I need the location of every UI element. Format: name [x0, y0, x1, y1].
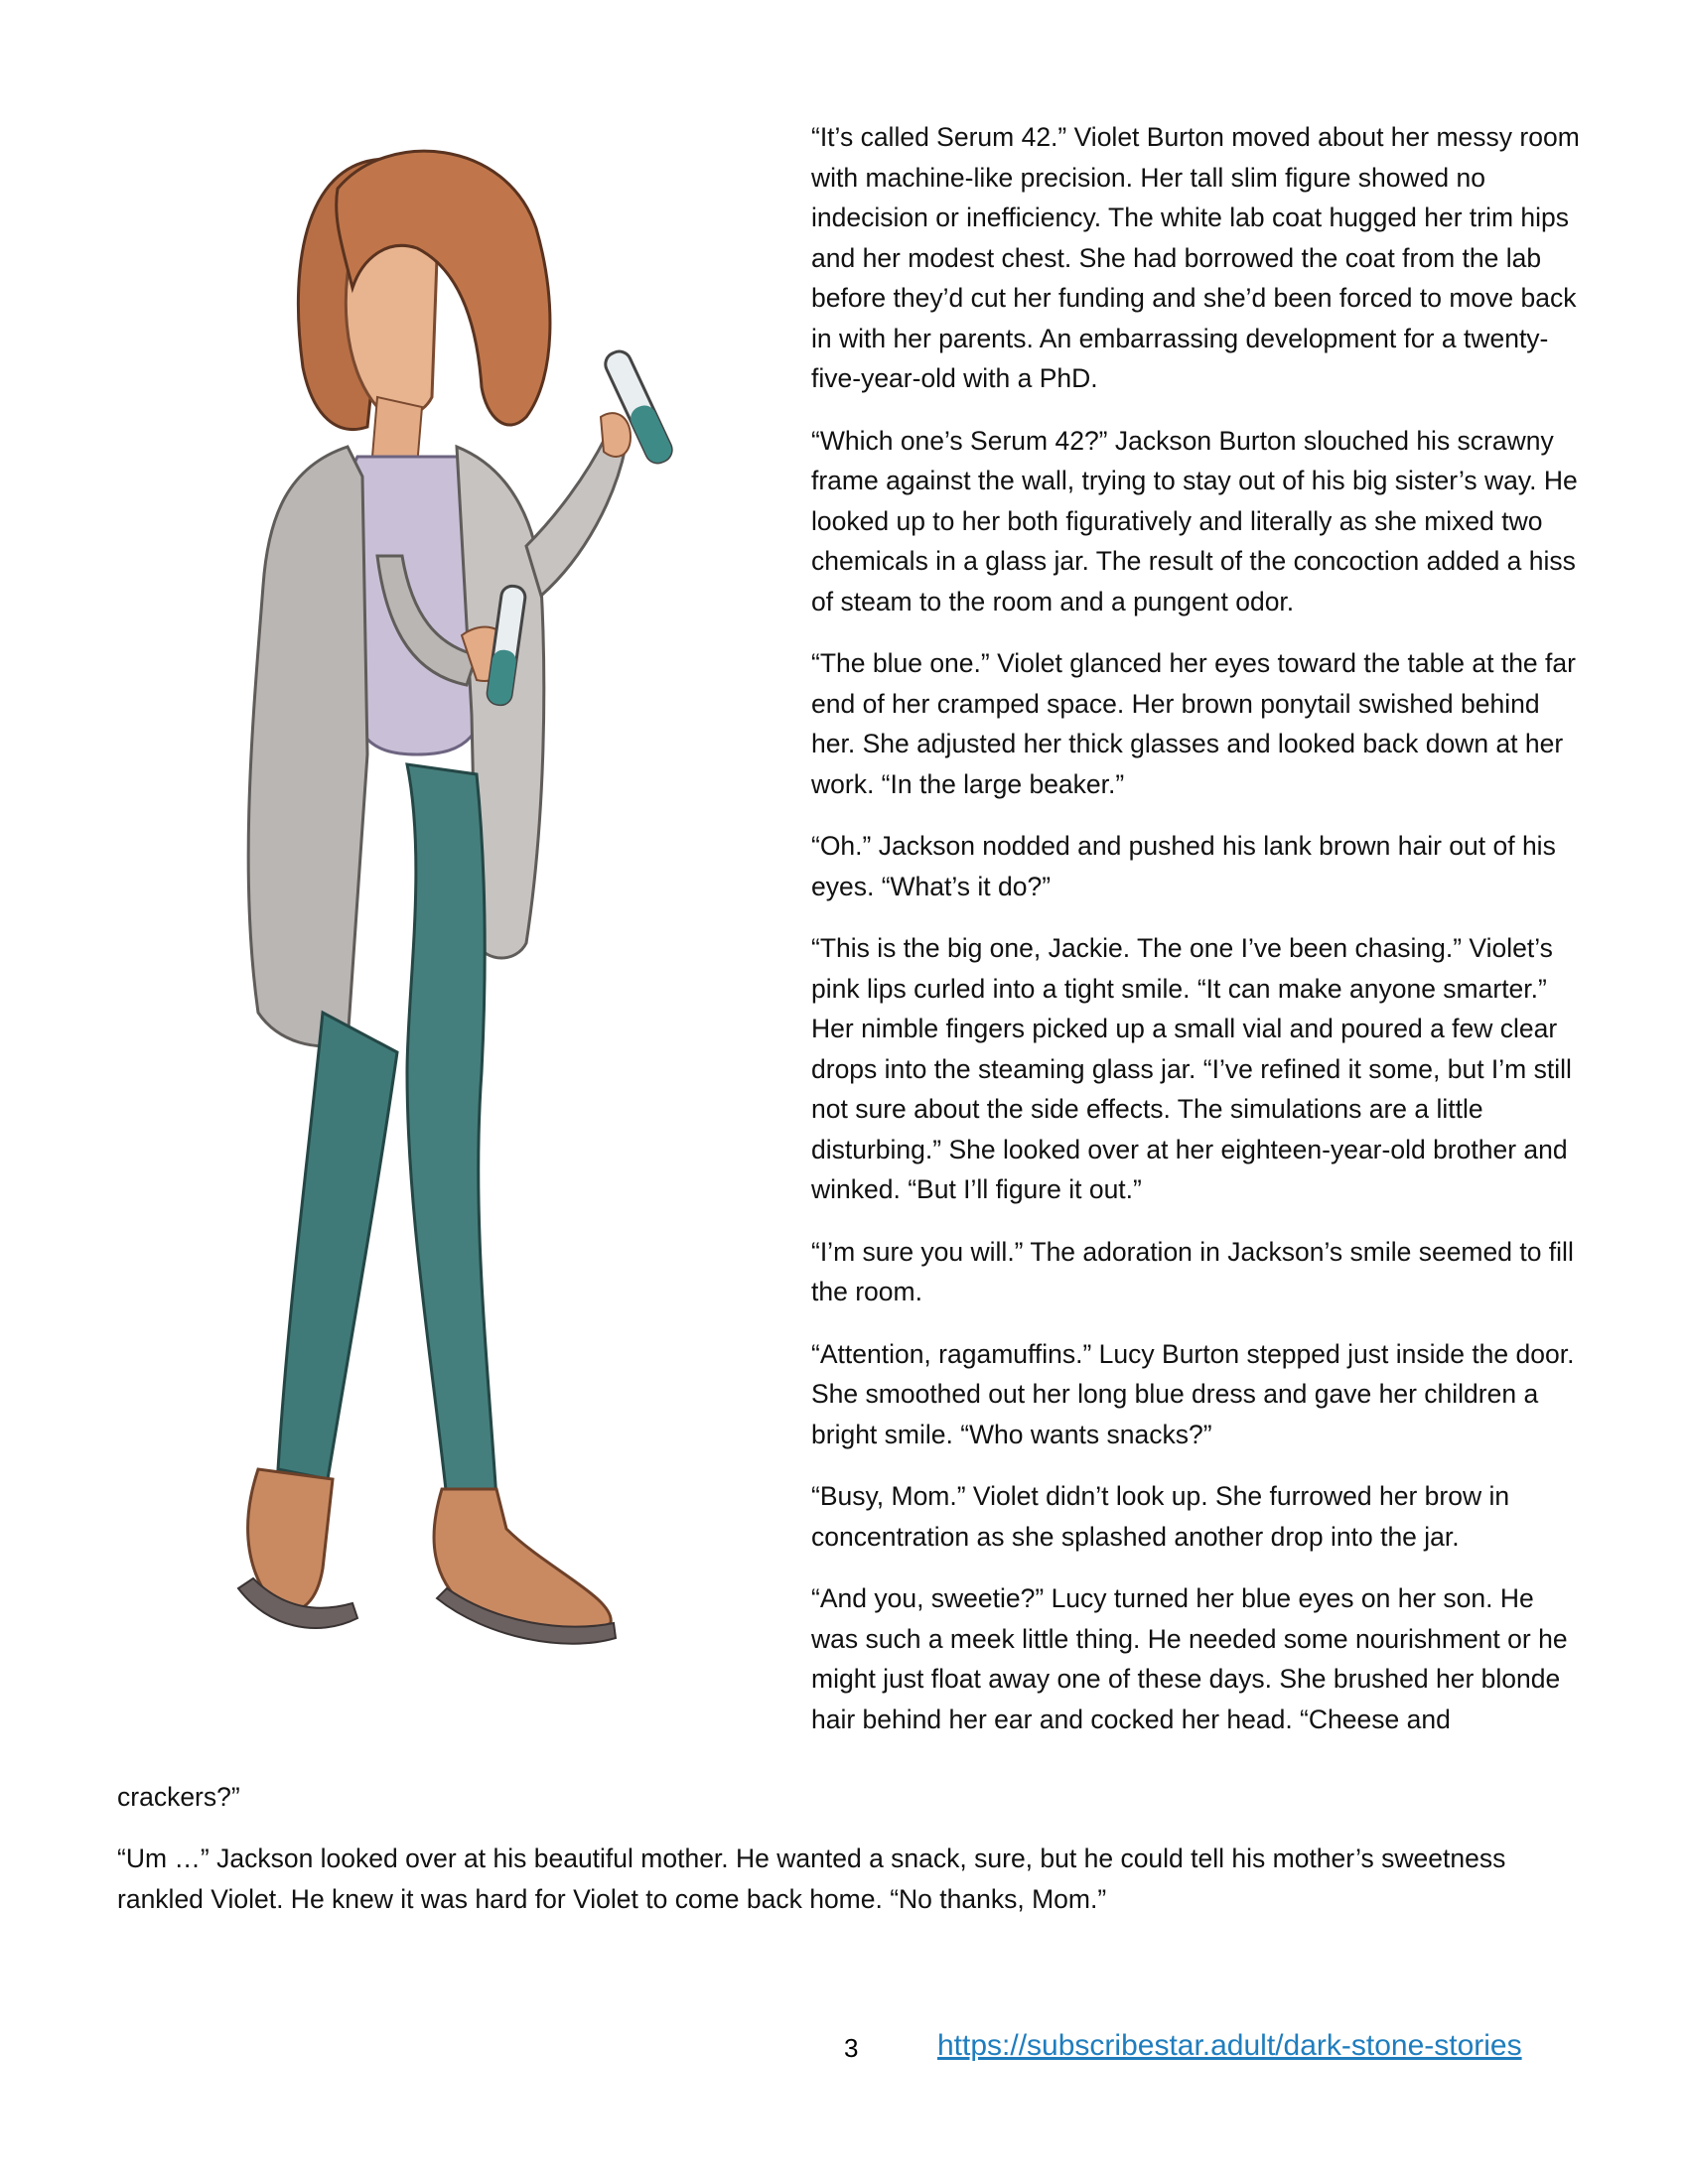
- story-paragraph: “Um …” Jackson looked over at his beautiful mother. He wanted a snack, sure, but he could tell his mother’s sweetness rankled Violet. He knew it was hard for Violet to come back home. “No thanks, Mom.”: [117, 1843, 1506, 1914]
- subscribestar-link[interactable]: https://subscribestar.adult/dark-stone-stories: [937, 2029, 1522, 2062]
- story-paragraph: “And you, sweetie?” Lucy turned her blue eyes on her son. He was such a meek little thing. He needed some nourishment or he might just float away one of these days. She brushed her blonde hair behind her ear and cocked her head. “Cheese and: [811, 1583, 1568, 1734]
- story-paragraph: “Oh.” Jackson nodded and pushed his lank brown hair out of his eyes. “What’s it do?”: [811, 831, 1556, 901]
- character-illustration: [89, 119, 784, 1747]
- story-paragraph-continuation: crackers?”: [117, 1782, 240, 1812]
- story-text-column: [811, 117, 1586, 1739]
- story-paragraph: “This is the big one, Jackie. The one I’ve been chasing.” Violet’s pink lips curled into a tight smile. “It can make anyone smarter.” Her nimble fingers picked up a small vial and poured a few clear drops into the steaming glass jar. “I’ve refined it some, but I’m still not sure about the side effects. The simulations are a little disturbing.” She looked over at her eighteen-year-old brother and winked. “But I’ll figure it out.”: [811, 933, 1572, 1204]
- story-paragraph: “The blue one.” Violet glanced her eyes toward the table at the far end of her cramped space. Her brown ponytail swished behind her. She adjusted her thick glasses and looked back down at her work. “In the large beaker.”: [811, 648, 1576, 799]
- story-paragraph: “Busy, Mom.” Violet didn’t look up. She furrowed her brow in concentration as she splashed another drop into the jar.: [811, 1481, 1510, 1552]
- story-paragraph: “It’s called Serum 42.” Violet Burton moved about her messy room with machine-like precision. Her tall slim figure showed no indecision or inefficiency. The white lab coat hugged her trim hips and her modest chest. She had borrowed the coat from the lab before they’d cut her funding and she’d been forced to move back in with her parents. An embarrassing development for a twenty-five-year-old with a PhD.: [811, 122, 1580, 393]
- story-paragraph: “Attention, ragamuffins.” Lucy Burton stepped just inside the door. She smoothed out her long blue dress and gave her children a bright smile. “Who wants snacks?”: [811, 1338, 1575, 1449]
- story-paragraph: “I’m sure you will.” The adoration in Jackson’s smile seemed to fill the room.: [811, 1236, 1574, 1306]
- page-footer: [0, 2025, 1688, 2069]
- story-paragraph: “Which one’s Serum 42?” Jackson Burton slouched his scrawny frame against the wall, trying to stay out of his big sister’s way. He looked up to her both figuratively and literally as she mixed two chemicals in a glass jar. The result of the concoction added a hiss of steam to the room and a pungent odor.: [811, 425, 1578, 616]
- page-number: 3: [844, 2033, 859, 2063]
- character-illustration-svg: [89, 119, 784, 1747]
